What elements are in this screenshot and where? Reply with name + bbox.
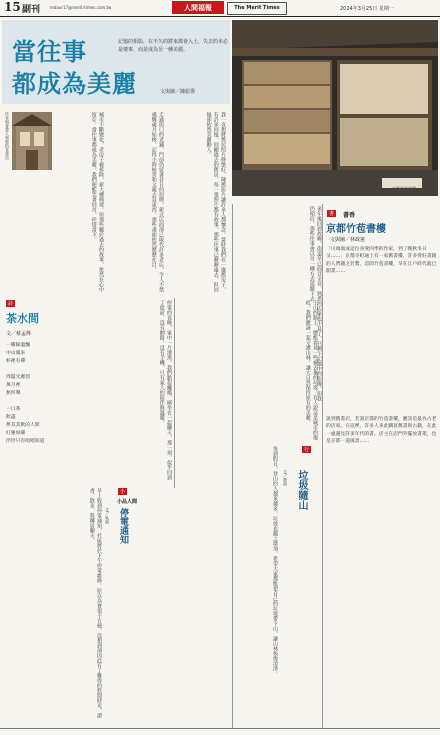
poem-line: 無所聲 [6,391,21,396]
article-column: 早上收到停電通知，社區將於下午停電維修。原以為會很不方便，沒想到卻因此有了難得的悠閒時光，讀書、散步、與鄰居聊天。 [88,488,102,718]
photo-caption: 京都竹苞書樓 [392,186,416,191]
column-divider [174,298,175,488]
headline-line2: 都成為美麗 [12,70,137,98]
review-body-continued: 說到舊書店，若說京都的竹苞書樓，應該是最為古老的店家。在這裡，許多人來此購買舊書與古籍，在此一處遇見許多年代的書。店主在店門外擺放書架，也是京都一道風景…… [326,417,437,445]
hero-intro: 記憶的相影，在不久的將來都會入土，失去的未必是壞事，而是成為另一種美麗。 [118,39,229,53]
poem-line: 飲盡 [6,415,16,420]
article-column: 停電的夜晚，家中一片漆黑，我們點起蠟燭，圍坐在一起聊天。那一刻，似乎回到了從前，沒有網路，沒有手機，只有家人的陪伴與溫暖。 [158,300,172,480]
poem-author: 文／蔡孟烽 [6,331,32,337]
article-column: 上山的路上，總能看見一些被丟棄的垃圾。有人說這是城市的傷痕，我們應該一起守護山林，讓大自然保持原有的美麗。 [304,300,318,440]
poem-line: 杯裡有禪 [6,359,26,364]
review-title: 京都竹苞書樓 [326,224,386,235]
poem-line: 周隱光遲怨 [6,375,30,380]
review-label: 書香 [343,212,356,219]
article-column: 多年後回到故鄉，街道早已面目全非，熟悉的店家也不見了，只剩下記憶中的影像。但我仍相信，那些往事會以另一種方式延續下去。 [308,206,322,401]
newspaper-logo-en: The Merit Times [227,2,287,15]
review-byline: 文與圖／林政憲 [330,237,366,243]
poem-line [6,366,56,374]
hero-byline: 文與圖／陳振譽 [160,89,196,95]
poem-line: 萬月裡 [6,383,21,388]
column-divider [232,204,233,728]
column-divider [322,204,323,728]
poem-lines [6,342,56,446]
garbage-title: 垃圾隨山 [296,470,307,510]
section-title: 副刊 [22,5,41,15]
garbage-tag: 行 [304,447,310,453]
article-column: 城市不斷變化，老房子被拆除，新大樓興建。但那些屬於過去的故事，依然在心中留存。當往事都成為美麗，我們便能笑著回首，珍惜當下。 [90,112,104,292]
headline-line1: 當往事 [12,38,87,66]
page-number: 15 [4,0,21,14]
newspaper-logo: 人間福報 [172,1,224,14]
poem-line: 紅塵如縷 [6,431,26,436]
side-caption: 作者與愛書人聚集的老書店 [5,112,10,160]
review-tag: 書 [329,211,335,217]
garbage-author: 文／黃初 [283,470,288,486]
article-column: 走過街口的老鋪，門前仍留著昔日的招牌，新式店面卻已取代許多老店，令人不禁感慨歲月如梭。記得小時候常和父親去買東西，那些畫面依然歷歷在目。 [150,112,164,292]
poem-line: 夢其其飲的人間 [6,423,40,428]
poem-title: 茶水間 [6,312,39,325]
poem-line: 中山鳳來 [6,351,26,356]
review-body: 「川端康成這位喜愛四季的作家，到了晚秋冬日又……」京都寺町通上有一家舊書樓，許多愛好書籍的人們趨之若鶩，這間竹苞書樓，早在江戶時代就已開業…… [326,247,437,275]
slow-author: 文／吳初 [105,508,110,524]
article-column: 我一直想將舊居照片修整好，陳舊影片讓許多人都懷念。當時我們在一處舊房子，有許多回憶。回顧過去的舊居，每一張照片都有故事，那些往事已漸漸遠去，但回憶卻依然美麗動人。 [205,112,226,292]
article-column: 每到假日，登山的人越來越多，垃圾也隨之增加。希望大家都能把自己的垃圾帶下山，讓山林恢復清淨。 [272,446,278,676]
bookstore-photo [232,20,438,196]
footer-rule [0,728,440,729]
poem-tag: 詩 [8,301,14,307]
site-email: mdaur17@merit-times.com.tw [50,5,112,10]
poem-line: 一縷餘溫飄 [6,343,30,348]
poem-line: 一口茶 [6,407,21,412]
slow-title: 停電通知 [118,508,128,544]
poem-line [6,398,56,406]
publication-date: 2024年3月25日 星期一 [340,6,394,12]
old-house-photo [12,112,52,170]
slow-label: 小品人間 [117,499,138,505]
slow-tag: 小 [120,489,126,495]
poem-line: 浮世只有唱唱知道 [6,439,45,444]
